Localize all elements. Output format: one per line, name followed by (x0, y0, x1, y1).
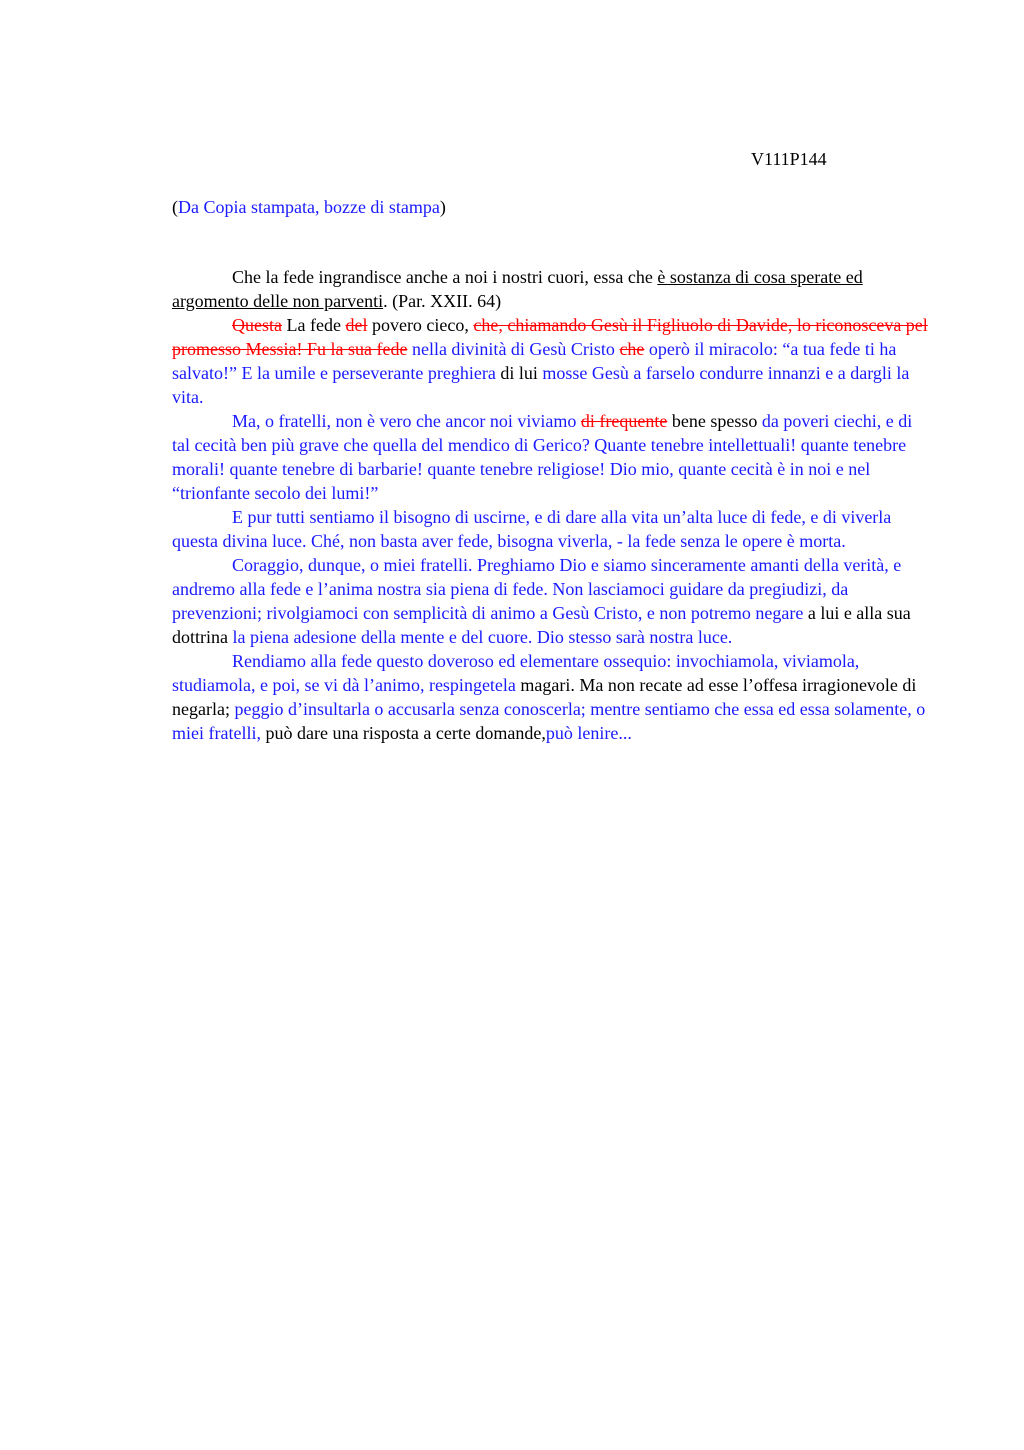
deleted-text: di frequente (580, 411, 668, 431)
source-note (172, 195, 446, 219)
deleted-text: del (345, 315, 368, 335)
original-text: bene spesso (667, 411, 762, 431)
source-note-text: Da Copia stampata, bozze di stampa (178, 197, 440, 217)
paragraph-4 (172, 505, 934, 553)
original-text: . (Par. XXII. 64) (383, 291, 502, 311)
added-text: peggio d’insultarla o accusarla senza conoscerla; mentre sentiamo che essa ed essa solamente, o miei fratelli, (172, 699, 926, 743)
added-text: Coraggio, dunque, o miei fratelli. Preghiamo Dio e siamo sinceramente amanti della verità, e andremo alla fede e l’anima nostra sia piena di fede. Non lasciamoci guidare da pregiudizi, da prevenzioni; rivolgiamoci con semplicità di animo a Gesù Cristo, e non potremo negare (172, 555, 902, 623)
deleted-text: che (619, 339, 645, 359)
added-text: operò il miracolo: “a tua fede ti ha salvato!” E la umile e perseverante preghiera (172, 339, 897, 383)
document-body (172, 265, 934, 745)
deleted-text: che, chiamando Gesù il Figliuolo di Davide, lo riconosceva pel promesso Messia! Fu la sua fede (172, 315, 928, 359)
paragraph-3 (172, 409, 934, 505)
deleted-text: Questa (232, 315, 282, 335)
added-text: può lenire... (545, 723, 632, 743)
paragraph-6 (172, 649, 934, 745)
page-identifier: V111P144 (751, 149, 827, 169)
original-text: a lui e alla sua dottrina (172, 603, 911, 647)
added-text: la piena adesione della mente e del cuore. Dio stesso sarà nostra luce. (232, 627, 733, 647)
original-text: La fede (281, 315, 346, 335)
source-note-close-paren: ) (439, 197, 446, 217)
original-text: può dare una risposta a certe domande, (265, 723, 546, 743)
added-text: E pur tutti sentiamo il bisogno di uscirne, e di dare alla vita un’alta luce di fede, e di viverla questa divina luce. Ché, non basta aver fede, bisogna viverla, - la fede senza le opere è morta. (172, 507, 892, 551)
added-text: mosse Gesù a farselo condurre innanzi e a dargli la vita. (172, 363, 910, 407)
added-text: nella divinità di Gesù Cristo (407, 339, 620, 359)
source-note-open-paren: ( (172, 197, 178, 217)
original-text: di lui (500, 363, 543, 383)
added-text: Ma, o fratelli, non è vero che ancor noi viviamo (232, 411, 581, 431)
paragraph-2 (172, 313, 934, 409)
original-text: Che la fede ingrandisce anche a noi i nostri cuori, essa che (232, 267, 658, 287)
added-text: Rendiamo alla fede questo doveroso ed elementare ossequio: invochiamola, viviamola, studiamola, e poi, se vi dà l’animo, respingetela (172, 651, 860, 695)
original-text: magari. Ma non recate ad esse l’offesa irragionevole di negarla; (172, 675, 917, 719)
quoted-text: è sostanza di cosa sperate ed argomento delle non parventi (172, 267, 863, 311)
added-text: da poveri ciechi, e di tal cecità ben più grave che quella del mendico di Gerico? Quante tenebre intellettuali! quante tenebre morali! quante tenebre di barbarie! quante tenebre religiose! Dio mio, quante cecità è in noi e nel “trionfante secolo dei lumi!” (172, 411, 913, 503)
paragraph-5 (172, 553, 934, 649)
paragraph-1 (172, 265, 934, 313)
original-text: povero cieco, (367, 315, 474, 335)
